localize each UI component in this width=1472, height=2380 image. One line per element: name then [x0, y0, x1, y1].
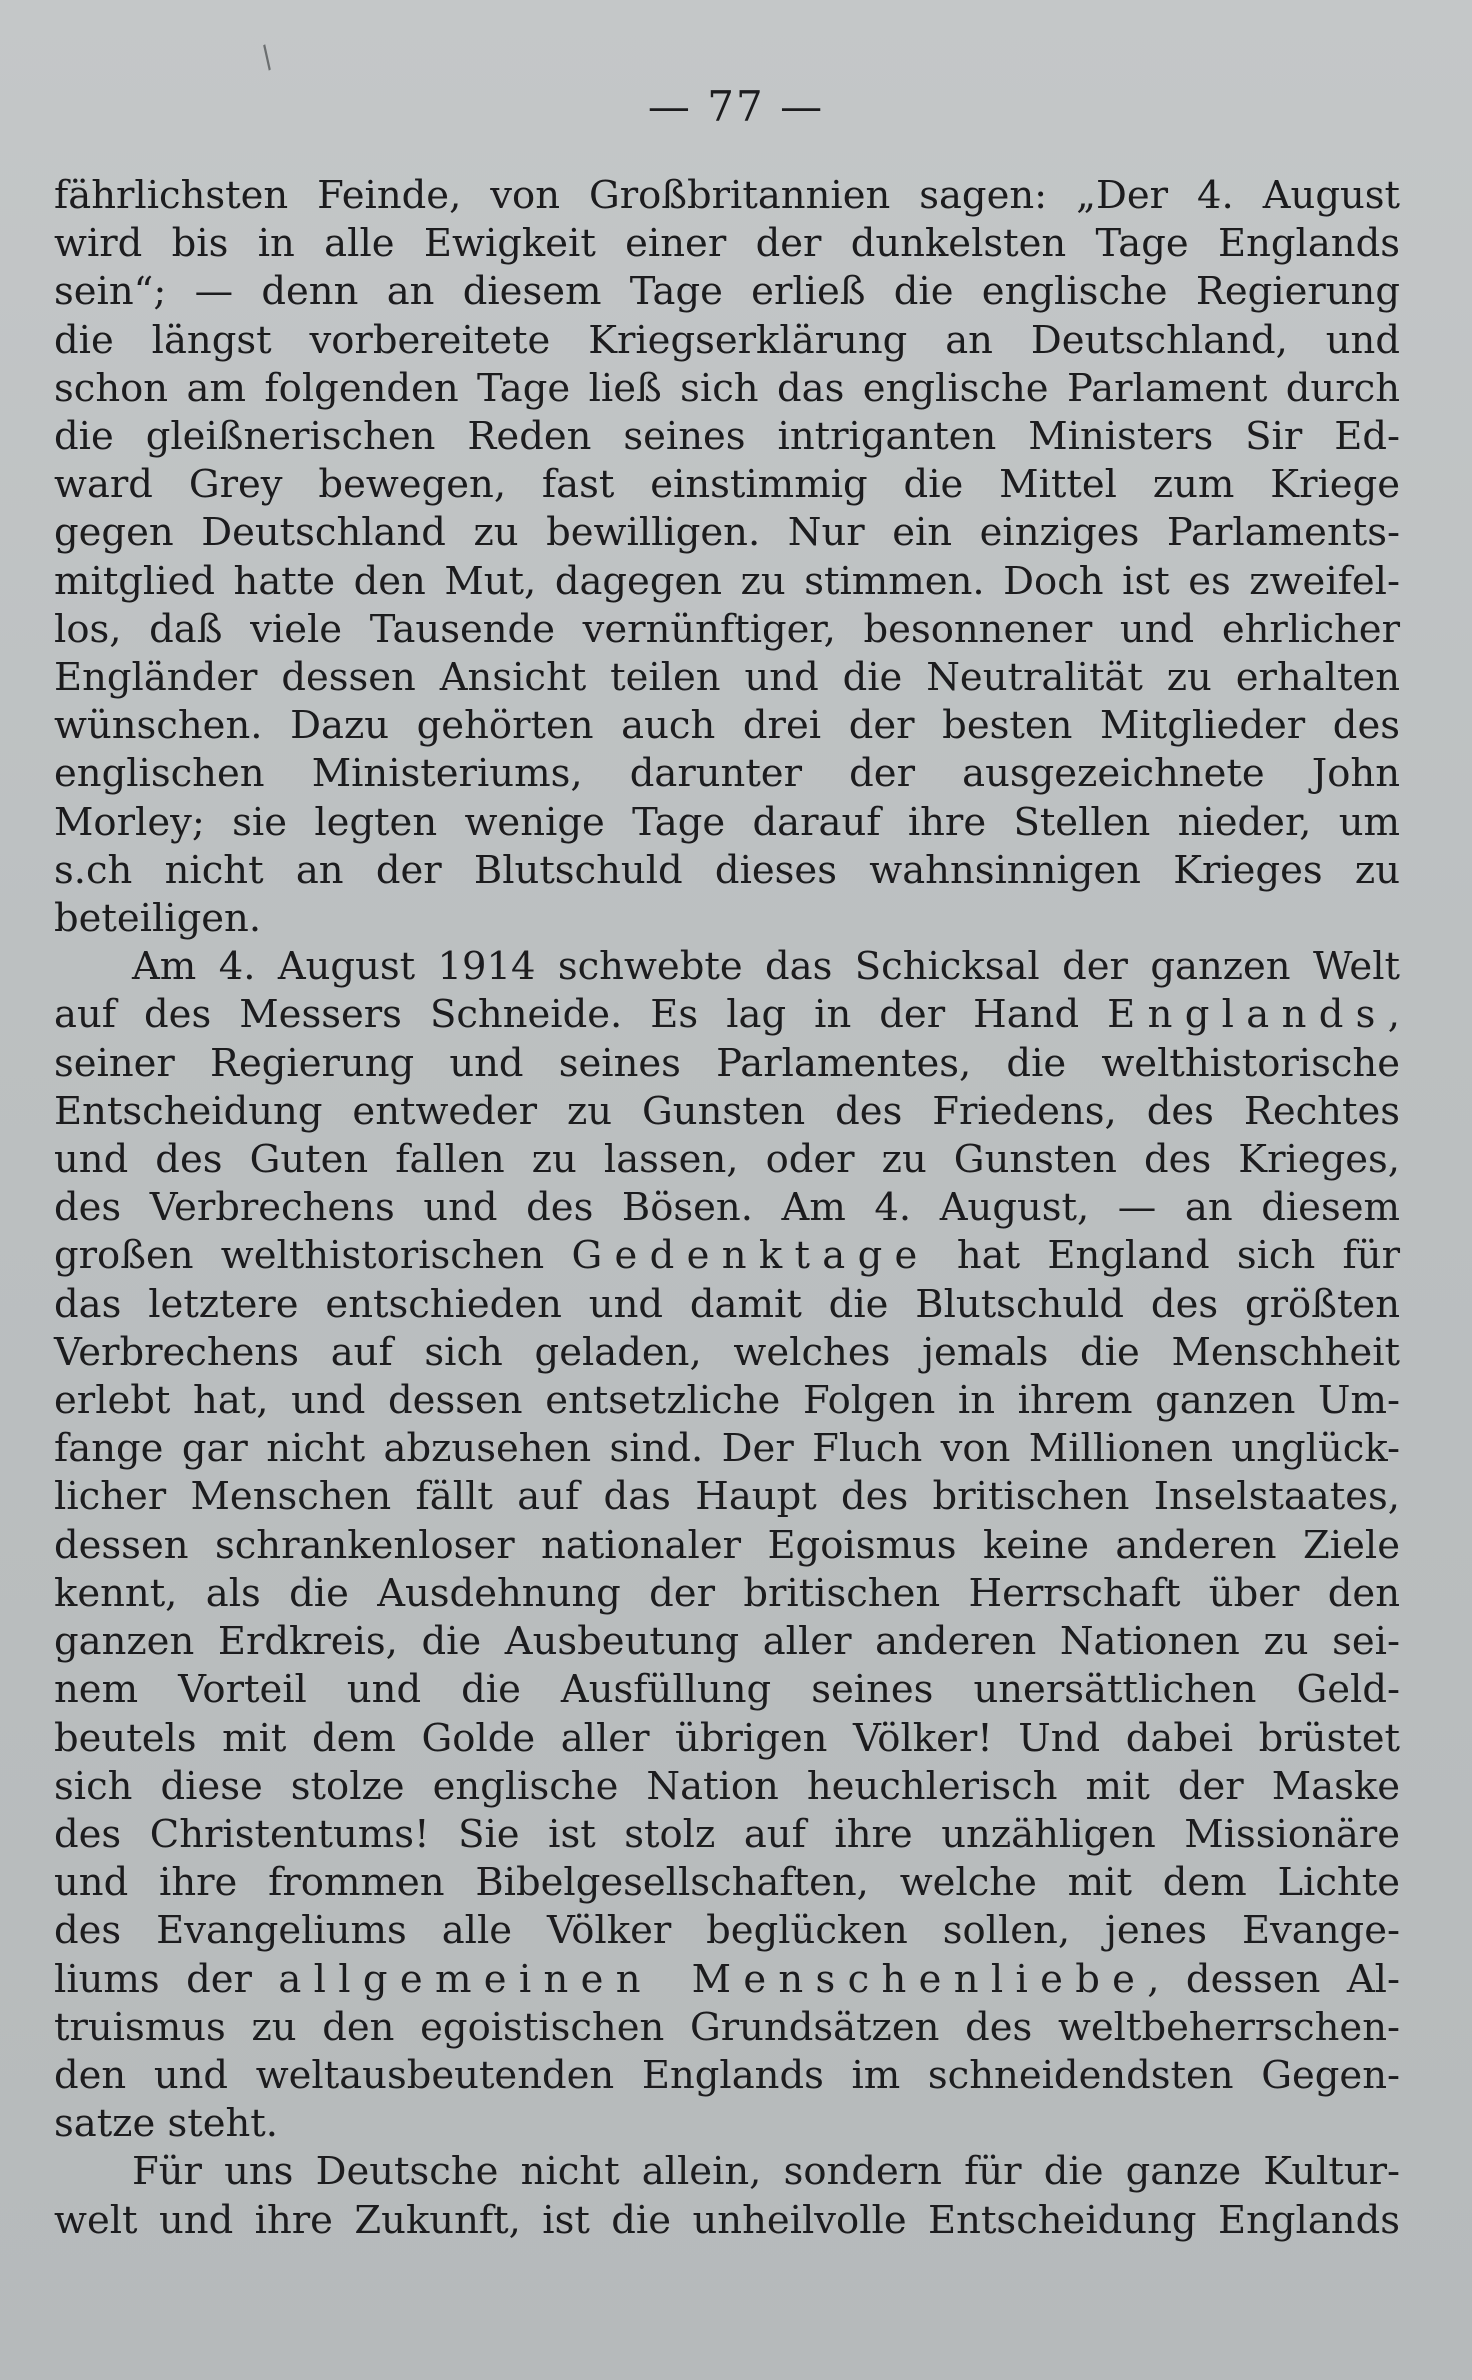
- text-line: die längst vorbereitete Kriegserklärung an Deutschland, und: [54, 317, 1400, 363]
- text-line: kennt, als die Ausdehnung der britischen Herrschaft über den: [54, 1570, 1400, 1616]
- text-line: beutels mit dem Golde aller übrigen Völker! Und dabei brüstet: [54, 1715, 1400, 1761]
- text-line: ward Grey bewegen, fast einstimmig die Mittel zum Kriege: [54, 462, 1400, 508]
- text-line: nem Vorteil und die Ausfüllung seines unersättlichen Geld-: [54, 1667, 1400, 1713]
- spaced-emphasis: Englands: [1107, 992, 1388, 1038]
- text-line: Morley; sie legten wenige Tage darauf ihre Stellen nieder, um: [54, 799, 1400, 845]
- text-line: gegen Deutschland zu bewilligen. Nur ein einziges Parlaments-: [54, 510, 1400, 556]
- text-line: erlebt hat, und dessen entsetzliche Folgen in ihrem ganzen Um-: [54, 1378, 1400, 1424]
- text-line: beteiligen.: [54, 896, 262, 942]
- text-line: englischen Ministeriums, darunter der ausgezeichnete John: [54, 751, 1400, 797]
- text-line: Engländer dessen Ansicht teilen und die Neutralität zu erhalten: [54, 655, 1400, 701]
- text-line: des Christentums! Sie ist stolz auf ihre unzähligen Missionäre: [54, 1811, 1400, 1857]
- text-line: ganzen Erdkreis, die Ausbeutung aller anderen Nationen zu sei-: [54, 1619, 1400, 1665]
- text-line: die gleißnerischen Reden seines intriganten Ministers Sir Ed-: [54, 414, 1400, 460]
- text-line: wird bis in alle Ewigkeit einer der dunkelsten Tage Englands: [54, 221, 1400, 267]
- text-line: [54, 1232, 1400, 1280]
- text-segment: großen welthistorischen: [54, 1233, 572, 1279]
- text-line: dessen schrankenloser nationaler Egoismus keine anderen Ziele: [54, 1522, 1400, 1568]
- text-line: Am 4. August 1914 schwebte das Schicksal der ganzen Welt: [132, 944, 1400, 990]
- text-line: des Evangeliums alle Völker beglücken sollen, jenes Evange-: [54, 1908, 1400, 1954]
- body-text: [54, 172, 1400, 2245]
- text-line: [54, 991, 1400, 1039]
- text-line: den und weltausbeutenden Englands im schneidendsten Gegen-: [54, 2052, 1400, 2098]
- spaced-emphasis: allgemeinen Menschenliebe: [278, 1956, 1148, 2002]
- text-line: Verbrechens auf sich geladen, welches jemals die Menschheit: [54, 1329, 1400, 1375]
- text-segment: auf des Messers Schneide. Es lag in der Hand: [54, 992, 1108, 1038]
- text-segment: ,: [1387, 992, 1400, 1038]
- text-line: und des Guten fallen zu lassen, oder zu Gunsten des Krieges,: [54, 1137, 1400, 1183]
- text-line: satze steht.: [54, 2101, 279, 2147]
- text-line: truismus zu den egoistischen Grundsätzen des weltbeherrschen-: [54, 2004, 1400, 2050]
- text-segment: hat England sich für: [929, 1233, 1400, 1279]
- spaced-emphasis: Gedenktage: [571, 1233, 930, 1279]
- text-line: das letztere entschieden und damit die Blutschuld des größten: [54, 1281, 1400, 1327]
- text-line: sein“; — denn an diesem Tage erließ die englische Regierung: [54, 269, 1400, 315]
- text-line: des Verbrechens und des Bösen. Am 4. August, — an diesem: [54, 1185, 1400, 1231]
- text-line: fährlichsten Feinde, von Großbritannien sagen: „Der 4. August: [54, 173, 1400, 218]
- text-line: fange gar nicht abzusehen sind. Der Fluch von Millionen unglück-: [54, 1426, 1400, 1472]
- text-line: und ihre frommen Bibelgesellschaften, welche mit dem Lichte: [54, 1860, 1400, 1906]
- text-line: los, daß viele Tausende vernünftiger, besonnener und ehrlicher: [54, 606, 1400, 652]
- text-segment: , dessen Al-: [1147, 1956, 1400, 2002]
- text-line: sich diese stolze englische Nation heuchlerisch mit der Maske: [54, 1763, 1400, 1809]
- text-line: welt und ihre Zukunft, ist die unheilvolle Entscheidung Englands: [54, 2197, 1400, 2243]
- text-line: wünschen. Dazu gehörten auch drei der besten Mitglieder des: [54, 703, 1400, 749]
- text-line: schon am folgenden Tage ließ sich das englische Parlament durch: [54, 365, 1400, 411]
- text-line: licher Menschen fällt auf das Haupt des britischen Inselstaates,: [54, 1474, 1400, 1520]
- text-line: [54, 1956, 1400, 2004]
- text-line: mitglied hatte den Mut, dagegen zu stimmen. Doch ist es zweifel-: [54, 558, 1400, 604]
- text-segment: liums der: [54, 1956, 279, 2002]
- text-line: Entscheidung entweder zu Gunsten des Friedens, des Rechtes: [54, 1088, 1400, 1134]
- page-number: — 77 —: [647, 82, 825, 131]
- text-line: Für uns Deutsche nicht allein, sondern für die ganze Kultur-: [132, 2149, 1400, 2195]
- text-line: s.ch nicht an der Blutschuld dieses wahnsinnigen Krieges zu: [54, 847, 1400, 893]
- text-line: seiner Regierung und seines Parlamentes, die welthistorische: [54, 1040, 1400, 1086]
- pencil-mark: /: [253, 39, 281, 76]
